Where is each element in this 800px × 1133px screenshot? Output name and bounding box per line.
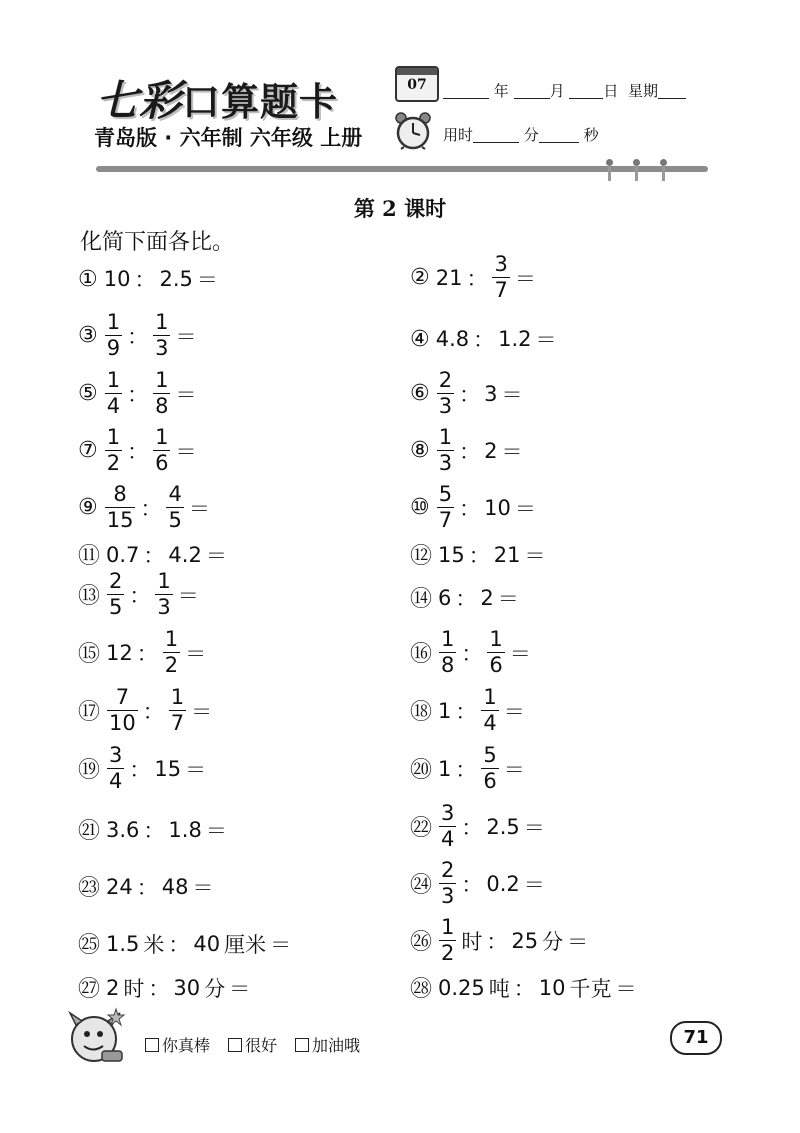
problem-6: ⑥ $\frac{2}{3}$ ： 3 ＝ [410,368,523,418]
problem-22: ㉒ $\frac{3}{4}$ ： 2.5 ＝ [410,801,545,851]
problem-10: ⑩ $\frac{5}{7}$ ： 10 ＝ [410,482,536,532]
minutes-blank[interactable] [473,128,519,143]
fraction: $\frac{1}{3}$ [438,425,453,475]
instruction: 化简下面各比。 [80,230,235,255]
problem-13: ⑬ $\frac{2}{5}$ ： $\frac{1}{3}$ ＝ [78,569,199,619]
checkbox-icon[interactable] [145,1038,159,1052]
day-blank[interactable] [569,84,603,99]
weekday-blank[interactable] [658,84,686,99]
fraction: $\frac{2}{5}$ [109,569,123,619]
rating-option-3[interactable]: 加油哦 [295,1033,360,1056]
calendar-number: 07 [407,77,427,93]
fraction: $\frac{1}{8}$ [441,627,455,677]
problem-21: ㉑ 3.6 ： 1.8 ＝ [78,817,227,844]
alarm-clock-icon [394,112,432,150]
fraction: $\frac{4}{5}$ [168,482,182,532]
page-number: 71 [670,1021,722,1055]
problem-17: ⑰ $\frac{7}{10}$ ： $\frac{1}{7}$ ＝ [78,685,213,735]
edition-label: 青岛版 · 六年制 六年级 上册 [94,126,363,150]
fraction: $\frac{1}{6}$ [155,425,169,475]
problem-18: ⑱ 1 ： $\frac{1}{4}$ ＝ [410,685,525,735]
problem-20: ⑳ 1 ： $\frac{5}{6}$ ＝ [410,743,525,793]
calendar-icon [395,66,439,102]
fraction: $\frac{5}{6}$ [483,743,497,793]
problem-28: ㉘ 0.25 吨 ： 10 千克 ＝ [410,975,637,1002]
fraction: $\frac{8}{15}$ [106,482,134,532]
problem-2: ② 21 ： $\frac{3}{7}$ ＝ [410,252,536,302]
fraction: $\frac{2}{3}$ [441,858,455,908]
problem-9: ⑨ $\frac{8}{15}$ ： $\frac{4}{5}$ ＝ [78,482,210,532]
rating-option-1[interactable]: 你真棒 [145,1033,210,1056]
problem-19: ⑲ $\frac{3}{4}$ ： 15 ＝ [78,743,207,793]
fraction: $\frac{1}{2}$ [106,425,121,475]
checkbox-icon[interactable] [295,1038,309,1052]
problem-27: ㉗ 2 时 ： 30 分 ＝ [78,975,251,1002]
fraction: $\frac{1}{2}$ [164,627,179,677]
fraction: $\frac{1}{4}$ [483,685,497,735]
problem-26: ㉖ $\frac{1}{2}$ 时 ： 25 分 ＝ [410,915,589,965]
rating-option-2[interactable]: 很好 [228,1033,277,1056]
fraction: $\frac{3}{7}$ [494,252,508,302]
binder-pin-icon [606,159,613,181]
mascot-illustration [62,1003,132,1069]
problem-8: ⑧ $\frac{1}{3}$ ： 2 ＝ [410,425,523,475]
fraction: $\frac{3}{4}$ [441,801,455,851]
problem-16: ⑯ $\frac{1}{8}$ ： $\frac{1}{6}$ ＝ [410,627,531,677]
self-rating [145,1033,360,1056]
fraction: $\frac{5}{7}$ [438,482,453,532]
seconds-blank[interactable] [539,128,579,143]
fraction: $\frac{1}{3}$ [157,569,171,619]
problem-11: ⑪ 0.7 ： 4.2 ＝ [78,542,227,569]
binder-pin-icon [660,159,667,181]
time-used-fields: 用时 分 秒 [443,126,599,144]
problem-25: ㉕ 1.5 米 ： 40 厘米 ＝ [78,931,292,958]
fraction: $\frac{1}{9}$ [106,310,121,360]
problem-23: ㉓ 24 ： 48 ＝ [78,874,214,901]
year-blank[interactable] [443,84,489,99]
brand-logo: 七彩口算题卡 [96,76,339,125]
problem-24: ㉔ $\frac{2}{3}$ ： 0.2 ＝ [410,858,545,908]
lesson-title: 第 2 课时 [353,196,447,221]
date-fields: 年 月 日 星期 [443,80,686,101]
fraction: $\frac{3}{4}$ [109,743,123,793]
fraction: $\frac{2}{3}$ [438,368,453,418]
fraction: $\frac{1}{8}$ [155,368,169,418]
problem-12: ⑫ 15 ： 21 ＝ [410,542,546,569]
problem-1: ① 10 ： 2.5 ＝ [78,266,218,292]
fraction: $\frac{1}{4}$ [106,368,121,418]
month-blank[interactable] [514,84,550,99]
problem-4: ④ 4.8 ： 1.2 ＝ [410,326,557,352]
checkbox-icon[interactable] [228,1038,242,1052]
problem-7: ⑦ $\frac{1}{2}$ ： $\frac{1}{6}$ ＝ [78,425,197,475]
problem-14: ⑭ 6 ： 2 ＝ [410,585,519,612]
fraction: $\frac{1}{3}$ [155,310,169,360]
problem-3: ③ $\frac{1}{9}$ ： $\frac{1}{3}$ ＝ [78,310,197,360]
problem-5: ⑤ $\frac{1}{4}$ ： $\frac{1}{8}$ ＝ [78,368,197,418]
header-divider [96,166,708,172]
problem-15: ⑮ 12 ： $\frac{1}{2}$ ＝ [78,627,207,677]
fraction: $\frac{7}{10}$ [109,685,136,735]
fraction: $\frac{1}{7}$ [170,685,185,735]
fraction: $\frac{1}{6}$ [489,627,503,677]
fraction: $\frac{1}{2}$ [441,915,455,965]
binder-pin-icon [633,159,640,181]
